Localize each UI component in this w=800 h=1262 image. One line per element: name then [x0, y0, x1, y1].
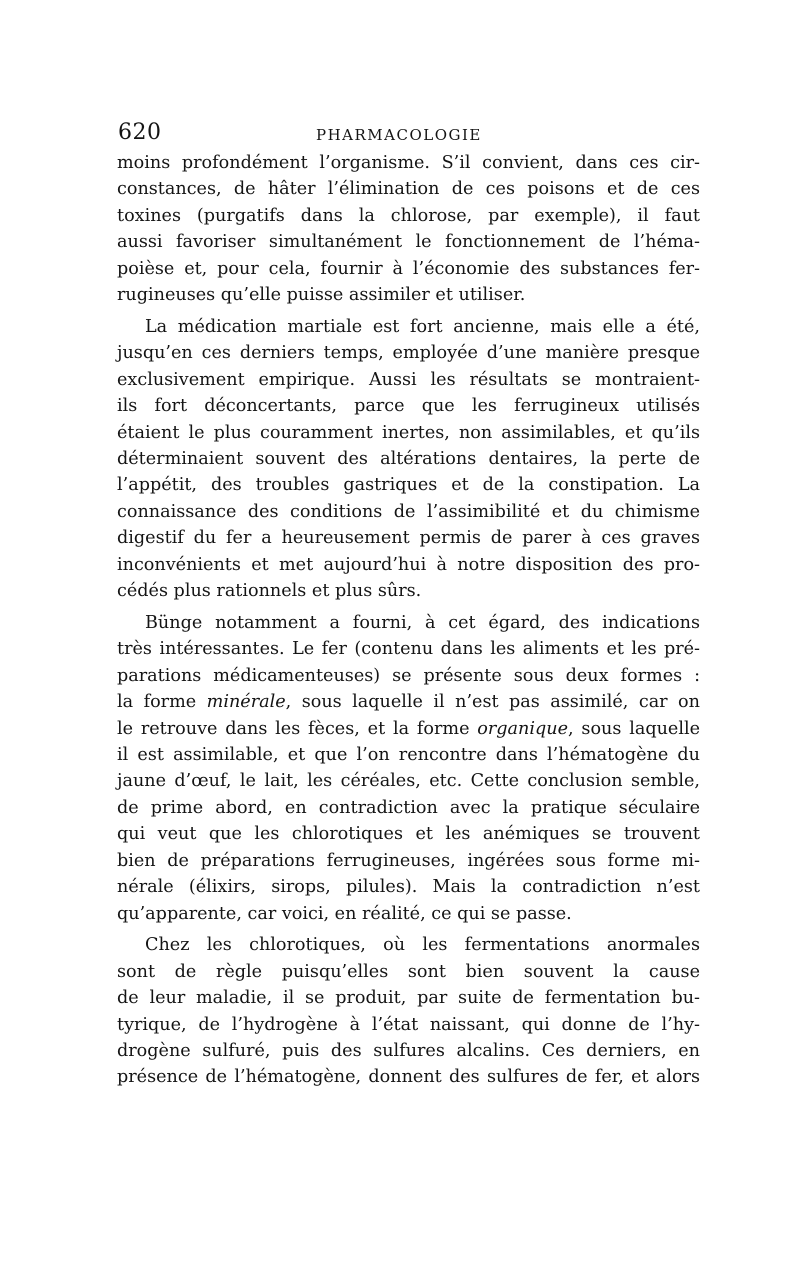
text-line: Bünge notamment a fourni, à cet égard, des indications	[145, 612, 700, 633]
text-line-with-italic	[117, 716, 700, 742]
text-line: exclusivement empirique. Aussi les résultats se montraient-	[117, 369, 700, 390]
paragraph	[117, 610, 700, 927]
page-number: 620	[118, 120, 162, 145]
text-line: tyrique, de l’hydrogène à l’état naissant, qui donne de l’hy-	[117, 1014, 700, 1035]
text-line: très intéressantes. Le fer (contenu dans les aliments et les pré-	[117, 639, 700, 660]
text-run: le retrouve dans les fèces, et la forme	[117, 718, 478, 739]
paragraph	[117, 932, 700, 1091]
paragraph	[117, 150, 700, 309]
text-line: La médication martiale est fort ancienne, mais elle a été,	[145, 316, 700, 337]
text-line: présence de l’hématogène, donnent des sulfures de fer, et alors	[117, 1067, 700, 1088]
paragraph	[117, 314, 700, 605]
text-line: toxines (purgatifs dans la chlorose, par exemple), il faut	[117, 205, 700, 226]
text-line: de leur maladie, il se produit, par suite de fermentation bu-	[117, 988, 700, 1009]
text-line: moins profondément l’organisme. S’il convient, dans ces cir-	[117, 153, 700, 173]
text-line: drogène sulfuré, puis des sulfures alcalins. Ces derniers, en	[117, 1040, 700, 1061]
text-line: inconvénients et met aujourd’hui à notre disposition des pro-	[117, 554, 700, 575]
text-line: rugineuses qu’elle puisse assimiler et utiliser.	[117, 285, 526, 306]
text-line: qu’apparente, car voici, en réalité, ce qui se passe.	[117, 903, 572, 924]
text-line: aussi favoriser simultanément le fonctionnement de l’héma-	[117, 232, 700, 253]
text-line: qui veut que les chlorotiques et les anémiques se trouvent	[117, 824, 700, 845]
body-text	[117, 150, 700, 1091]
text-run: la forme	[117, 692, 207, 713]
text-run: , sous laquelle il n’est pas assimilé, car on	[285, 692, 700, 713]
text-run: , sous laquelle	[568, 718, 700, 739]
text-line: constances, de hâter l’élimination de ces poisons et de ces	[117, 179, 700, 200]
text-line: ils fort déconcertants, parce que les ferrugineux utilisés	[117, 396, 700, 417]
text-line: jaune d’œuf, le lait, les céréales, etc. Cette conclusion semble,	[117, 771, 700, 792]
running-title: PHARMACOLOGIE	[316, 126, 482, 144]
text-line: sont de règle puisqu’elles sont bien souvent la cause	[117, 961, 700, 982]
text-line: de prime abord, en contradiction avec la pratique séculaire	[117, 797, 700, 818]
italic-term-minerale: minérale	[206, 692, 286, 713]
text-line: il est assimilable, et que l’on rencontre dans l’hématogène du	[117, 744, 700, 765]
text-line: déterminaient souvent des altérations dentaires, la perte de	[117, 448, 700, 469]
text-line: parations médicamenteuses) se présente sous deux formes :	[117, 665, 700, 686]
text-line: poièse et, pour cela, fournir à l’économie des substances fer-	[117, 258, 700, 279]
text-line: cédés plus rationnels et plus sûrs.	[117, 581, 422, 602]
text-line: Chez les chlorotiques, où les fermentations anormales	[145, 935, 700, 956]
text-line: nérale (élixirs, sirops, pilules). Mais la contradiction n’est	[117, 877, 700, 898]
text-line: jusqu’en ces derniers temps, employée d’une manière presque	[117, 343, 700, 364]
text-line: étaient le plus couramment inertes, non assimilables, et qu’ils	[117, 422, 700, 443]
text-line-with-italic	[117, 689, 700, 715]
text-line: digestif du fer a heureusement permis de parer à ces graves	[117, 528, 700, 549]
text-line: connaissance des conditions de l’assimibilité et du chimisme	[117, 501, 700, 522]
text-line: bien de préparations ferrugineuses, ingérées sous forme mi-	[117, 850, 700, 871]
text-line: l’appétit, des troubles gastriques et de la constipation. La	[117, 475, 700, 496]
italic-term-organique: organique	[477, 718, 569, 739]
